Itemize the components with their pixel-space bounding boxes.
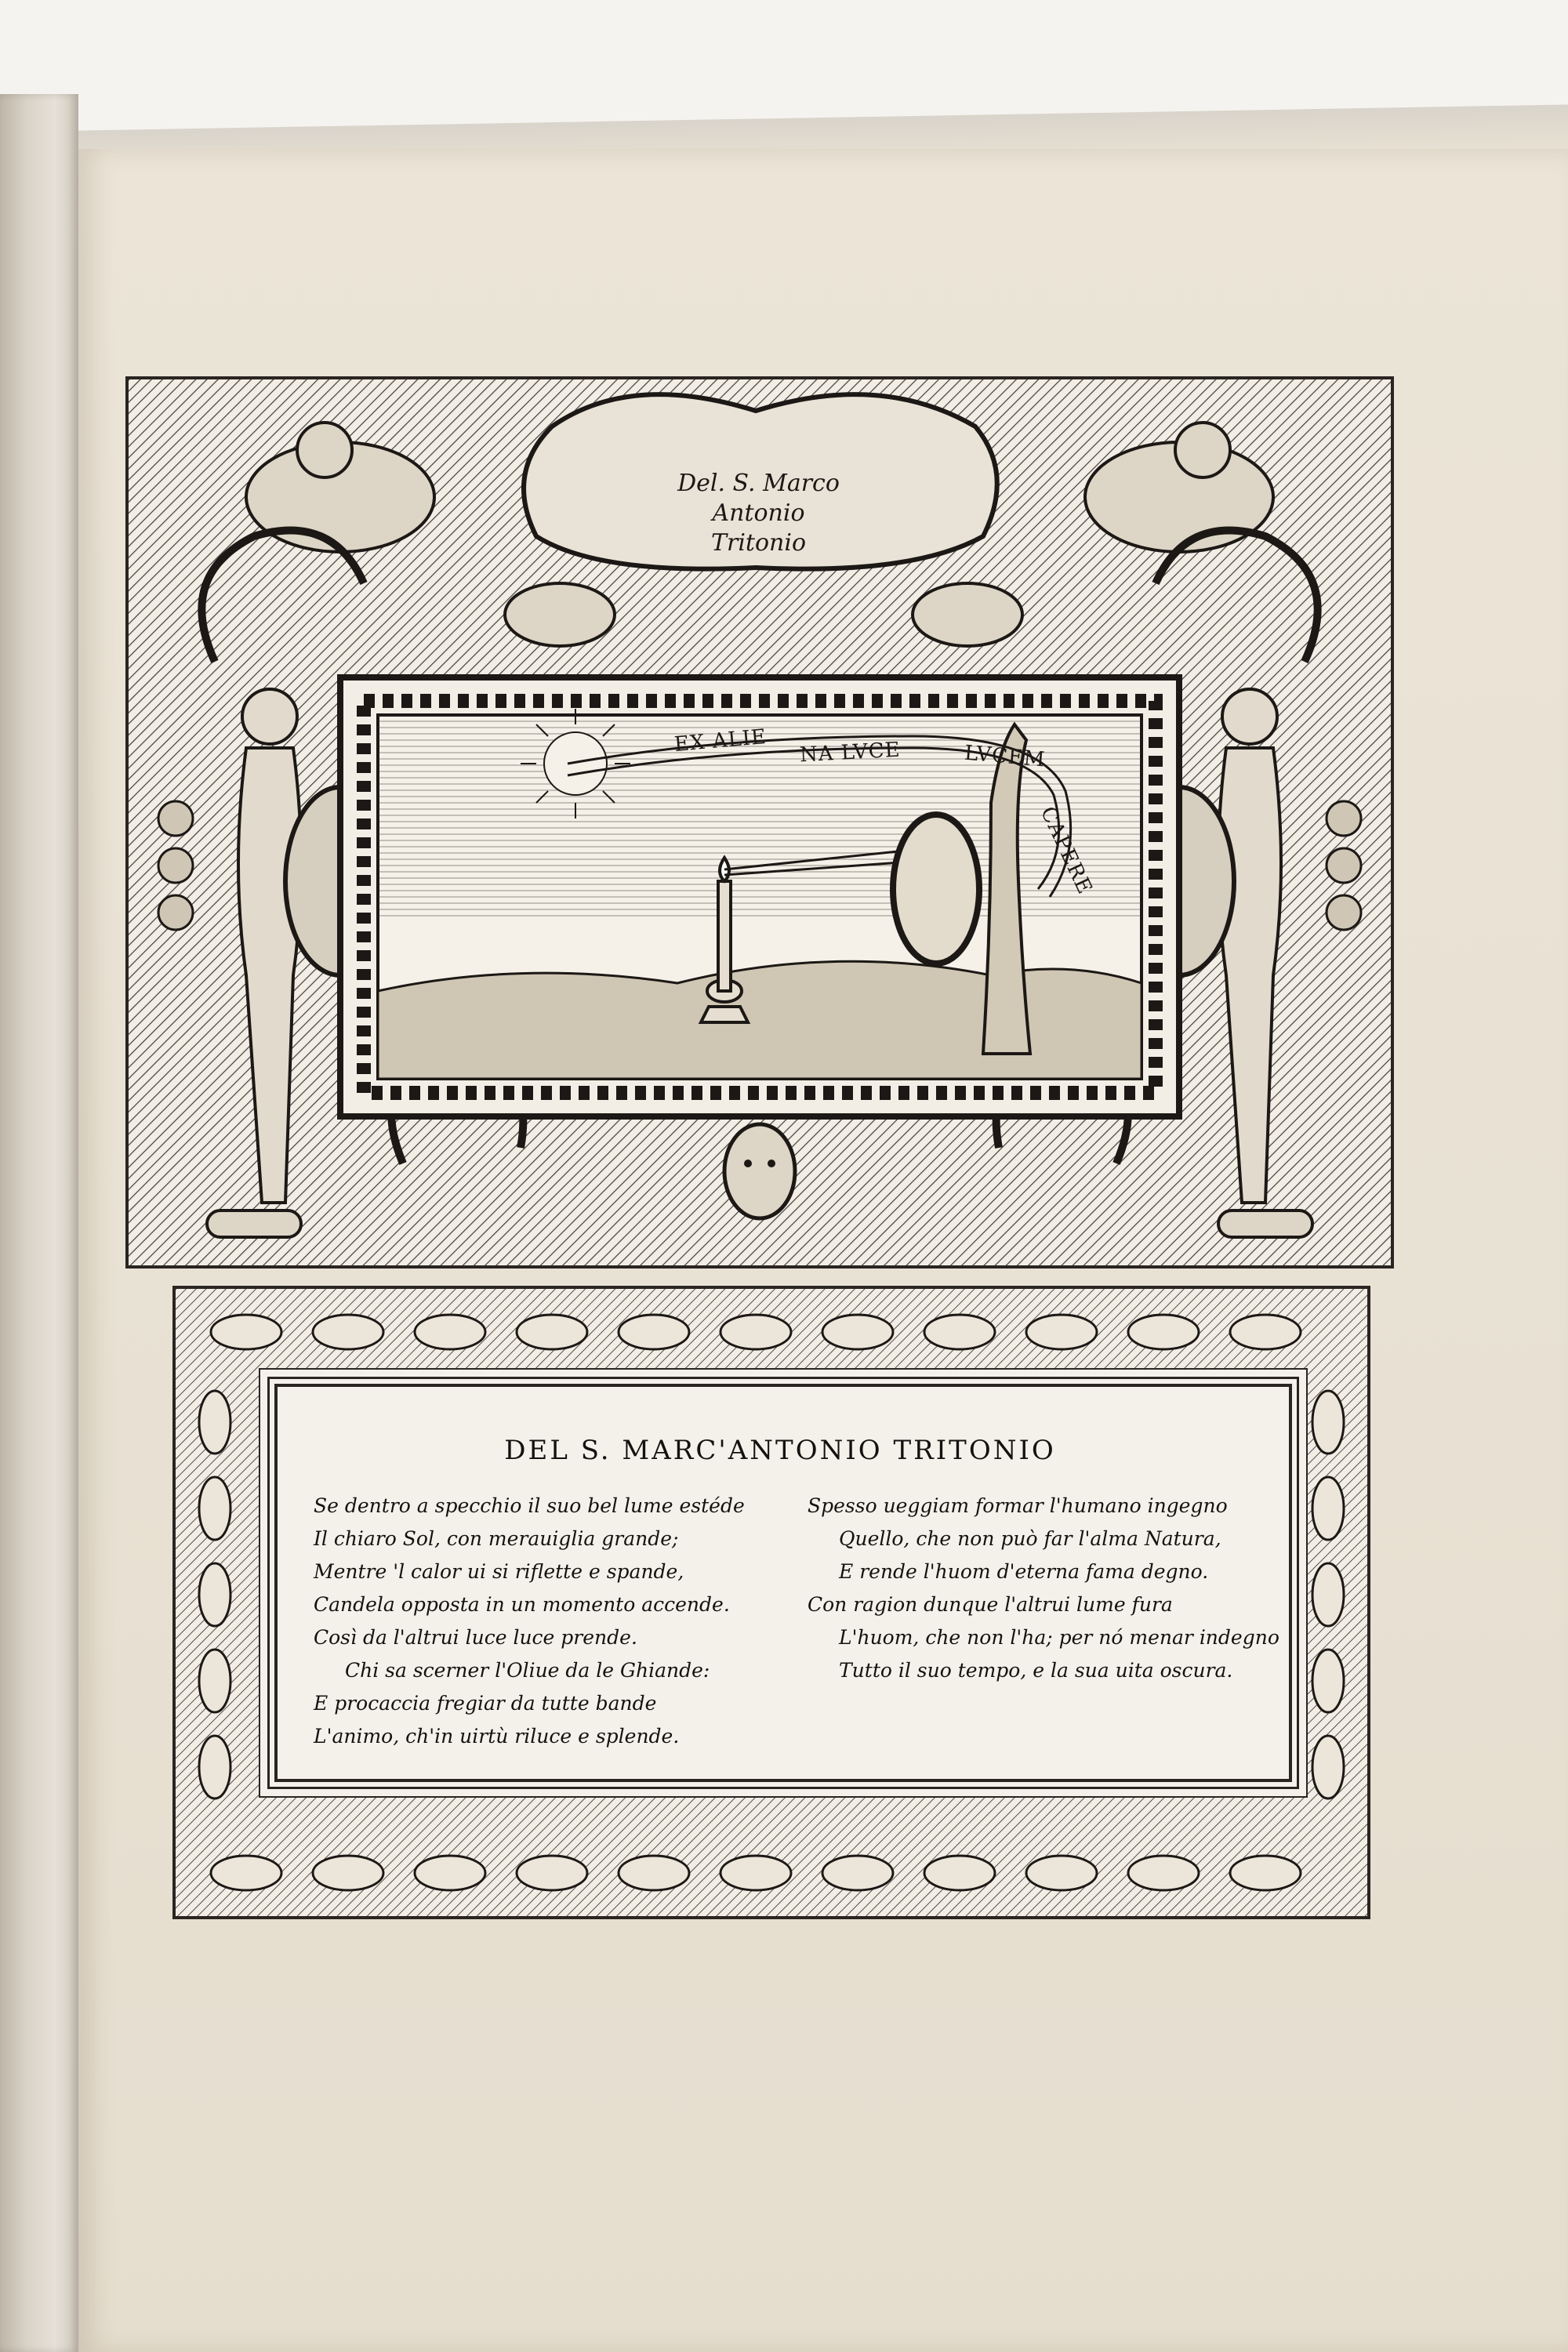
poem-line: Spesso ueggiam formar l'humano ingegno bbox=[808, 1494, 1228, 1517]
book-left-page-edge bbox=[0, 94, 78, 2352]
poem-right-column bbox=[808, 1490, 1279, 1687]
poem-line: Quello, che non può far l'alma Natura, bbox=[839, 1527, 1221, 1550]
poem-line: Mentre 'l calor ui si riflette e spande, bbox=[314, 1560, 684, 1583]
poem-line: Candela opposta in un momento accende. bbox=[314, 1593, 730, 1616]
poem-line: E rende l'huom d'eterna fama degno. bbox=[839, 1560, 1209, 1583]
poem-line: E procaccia fregiar da tutte bande bbox=[314, 1692, 657, 1715]
motto-part-2: NA LVCE bbox=[799, 738, 902, 768]
poem-left-column bbox=[314, 1490, 745, 1753]
motto-part-3: LVCEM bbox=[963, 741, 1047, 772]
poem-line: Chi sa scerner l'Oliue da le Ghiande: bbox=[345, 1659, 710, 1682]
poem-line: Il chiaro Sol, con merauiglia grande; bbox=[314, 1527, 679, 1550]
poem-line: Tutto il suo tempo, e la sua uita oscura. bbox=[839, 1659, 1233, 1682]
motto-part-1: EX ALIE bbox=[673, 724, 768, 757]
cartouche-line-1: Del. S. Marco bbox=[677, 470, 840, 497]
motto-part-4: CAPERE bbox=[1035, 803, 1097, 898]
poem-line: L'huom, che non l'ha; per nó menar indegno bbox=[839, 1626, 1279, 1649]
cartouche-label bbox=[674, 469, 843, 558]
cartouche-line-2: Antonio Tritonio bbox=[710, 499, 807, 557]
poem-line: Con ragion dunque l'altrui lume fura bbox=[808, 1593, 1173, 1616]
poem-title: DEL S. MARC'ANTONIO TRITONIO bbox=[504, 1435, 1056, 1466]
poem-line: Se dentro a specchio il suo bel lume estéde bbox=[314, 1494, 745, 1517]
poem-line: Così da l'altrui luce luce prende. bbox=[314, 1626, 637, 1649]
poem-line: L'animo, ch'in uirtù riluce e splende. bbox=[314, 1725, 680, 1748]
